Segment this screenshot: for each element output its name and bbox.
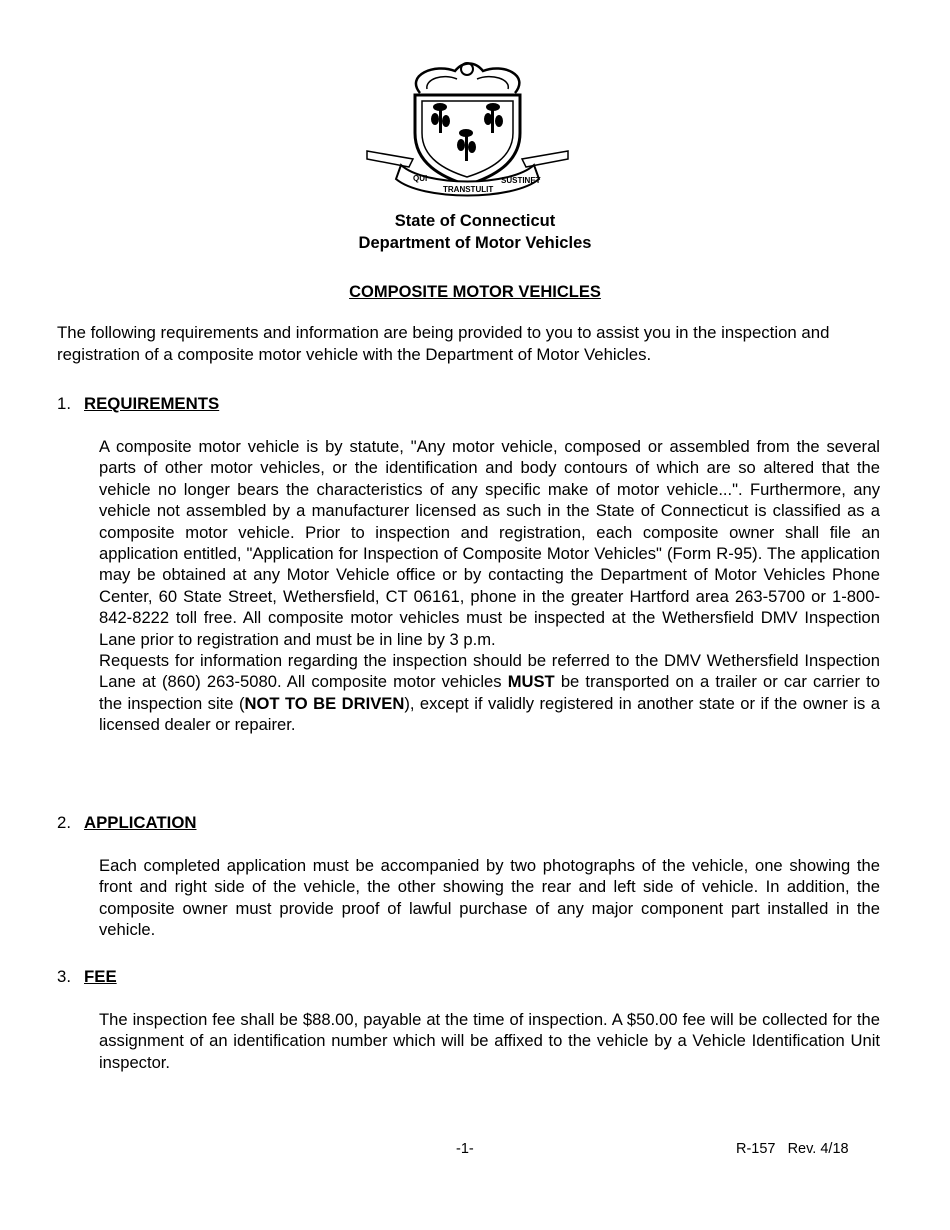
section-number: 2. xyxy=(57,813,71,832)
requirements-body xyxy=(99,436,880,736)
section-requirements-heading xyxy=(57,394,219,414)
page-title: COMPOSITE MOTOR VEHICLES xyxy=(349,283,601,301)
section-label: FEE xyxy=(84,967,117,986)
connecticut-seal-icon xyxy=(365,55,570,200)
not-driven-emphasis: NOT TO BE DRIVEN xyxy=(244,693,405,713)
requirements-paragraph-2: Requests for information regarding the inspection should be referred to the DMV Wethersfield Inspection Lane at (860) 263-5080. All composite motor vehicles MUST be transported on a trailer or car carrier to the inspection site (NOT TO BE DRIVEN), except if validly registered in another state or if the owner is a licensed dealer or repairer. xyxy=(99,651,880,735)
section-application-heading xyxy=(57,813,197,833)
section-fee-heading xyxy=(57,967,117,987)
intro-paragraph: The following requirements and information are being provided to you to assist you in the inspection and registration of a composite motor vehicle with the Department of Motor Vehicles. xyxy=(57,323,830,364)
motto-left: QUI xyxy=(413,174,428,183)
section-number: 1. xyxy=(57,394,71,413)
section-number: 3. xyxy=(57,967,71,986)
section-label: APPLICATION xyxy=(84,813,197,832)
requirements-paragraph-1: A composite motor vehicle is by statute, "Any motor vehicle, composed or assembled from the several parts of other motor vehicles, or the identification and body contours of which are so altered that the vehicle no longer bears the characteristics of any specific make of motor vehicle...". Furthermore, any vehicle not assembled by a manufacturer licensed as such in the State of Connecticut is classified as a composite motor vehicle. Prior to inspection and registration, each composite owner shall file an application entitled, "Application for Inspection of Composite Motor Vehicles" (Form R-95). The application may be obtained at any Motor Vehicle office or by contacting the Department of Motor Vehicles Phone Center, 60 State Street, Wethersfield, CT 06161, phone in the greater Hartford area 263-5700 or 1-800-842-8222 toll free. All composite motor vehicles must be inspected at the Wethersfield DMV Inspection Lane prior to registration and must be in line by 3 p.m. xyxy=(99,437,880,649)
application-body: Each completed application must be accompanied by two photographs of the vehicle, one showing the front and right side of the vehicle, the other showing the rear and left side of vehicle. In addition, the composite owner must provide proof of lawful purchase of any major component part installed in the vehicle. xyxy=(99,856,880,940)
form-revision: R-157 Rev. 4/18 xyxy=(736,1141,849,1157)
motto-center: TRANSTULIT xyxy=(443,185,494,194)
agency-department: Department of Motor Vehicles xyxy=(358,234,592,252)
motto-right: SUSTINET xyxy=(501,176,541,185)
must-emphasis: MUST xyxy=(507,672,555,692)
fee-body: The inspection fee shall be $88.00, payable at the time of inspection. A $50.00 fee will be collected for the assignment of an identification number which will be affixed to the vehicle by a Vehicle Identification Unit inspector. xyxy=(99,1010,880,1072)
section-label: REQUIREMENTS xyxy=(84,394,220,413)
agency-state: State of Connecticut xyxy=(394,212,556,230)
page-number: -1- xyxy=(456,1141,474,1157)
